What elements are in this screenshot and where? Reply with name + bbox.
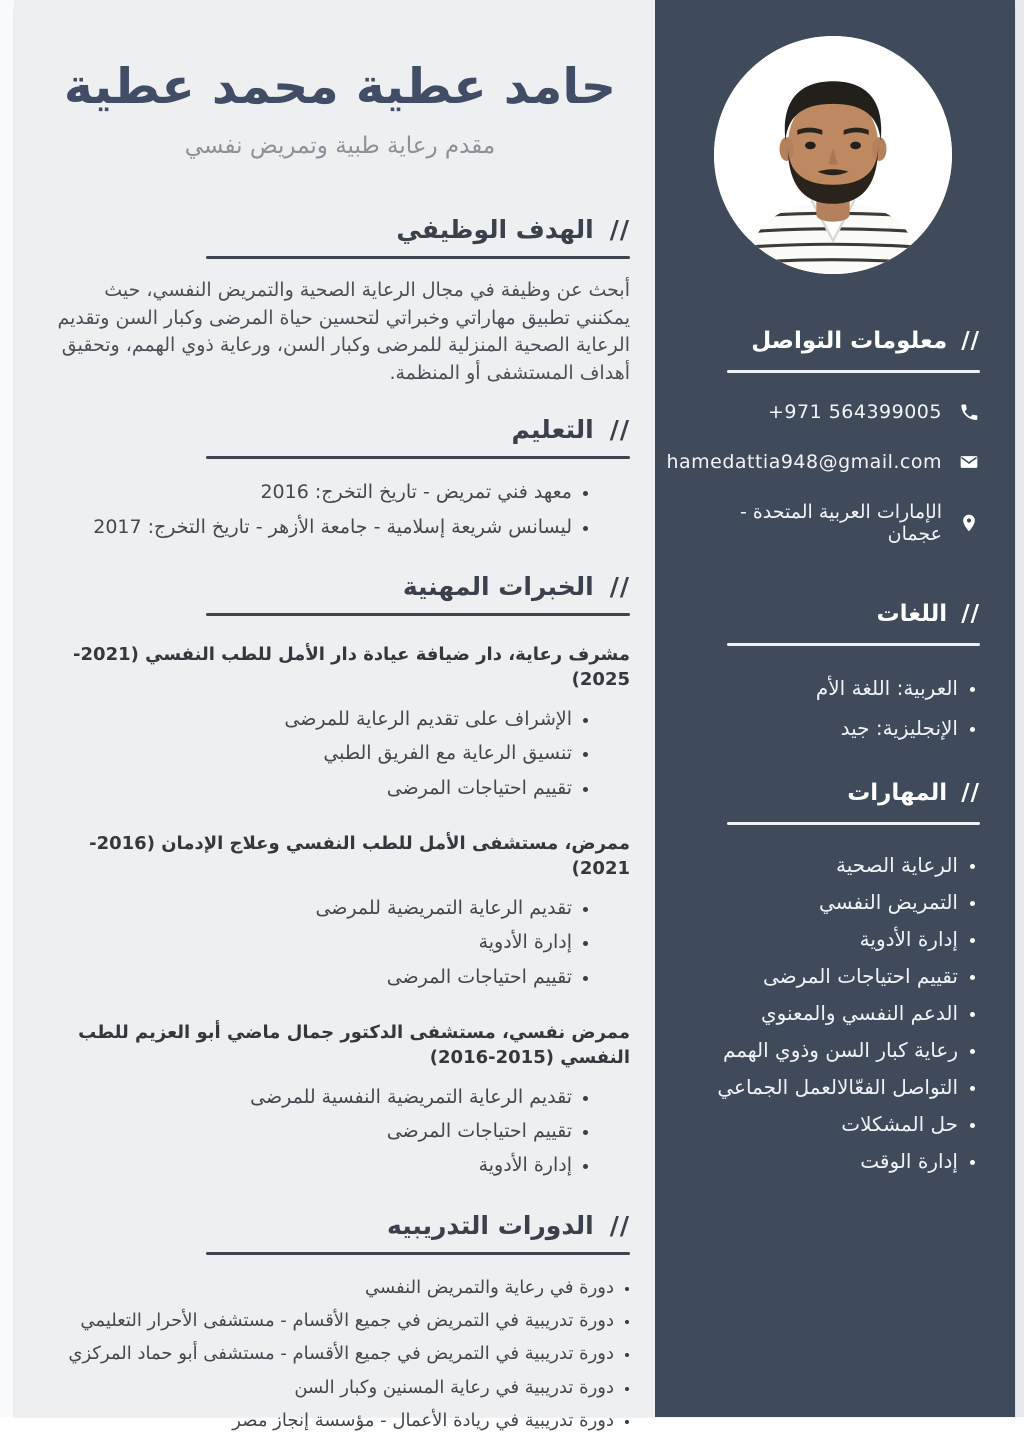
list-item: • تقييم احتياجات المرضى <box>50 1114 572 1148</box>
location-icon <box>958 512 980 534</box>
training-section <box>50 1211 630 1437</box>
candidate-name: حامد عطية محمد عطية <box>63 58 617 115</box>
languages-section <box>685 601 980 748</box>
experience-heading-label: الخبرات المهنية <box>402 571 594 601</box>
list-item: • إدارة الأدوية <box>50 925 572 959</box>
training-list <box>50 1271 630 1437</box>
job-title: مشرف رعاية، دار ضيافة عيادة دار الأمل للطب النفسي (2021-2025) <box>73 643 630 690</box>
list-item: • إدارة الوقت <box>685 1143 958 1180</box>
list-item: • تقييم احتياجات المرضى <box>50 771 572 805</box>
phone-icon <box>958 401 980 423</box>
skills-section <box>685 780 980 1180</box>
languages-heading-label: اللغات <box>876 601 948 627</box>
section-marker: // <box>609 571 630 601</box>
job-duties-list <box>50 891 630 994</box>
contact-section <box>666 328 980 545</box>
profile-photo-illustration <box>714 36 952 274</box>
job-entry <box>50 1020 630 1183</box>
education-heading-label: التعليم <box>511 415 594 445</box>
contact-heading-label: معلومات التواصل <box>751 328 948 354</box>
section-marker: // <box>609 215 630 245</box>
list-item: • إدارة الأدوية <box>685 921 958 958</box>
experience-heading <box>50 572 630 601</box>
education-list <box>50 475 630 543</box>
languages-heading <box>685 601 980 627</box>
skills-heading-rule <box>727 822 980 825</box>
section-marker: // <box>961 328 980 354</box>
list-item: • دورة تدريبية في التمريض في جميع الأقسام - مستشفى الأحرار التعليمي <box>50 1304 614 1337</box>
list-item: • الرعاية الصحية <box>685 847 958 884</box>
list-item: • رعاية كبار السن وذوي الهمم <box>685 1032 958 1069</box>
section-marker: // <box>609 1210 630 1240</box>
list-item: • حل المشكلات <box>685 1106 958 1143</box>
list-item: • دورة تدريبية في التمريض في جميع الأقسام - مستشفى أبو حماد المركزي <box>50 1337 614 1370</box>
contact-heading <box>685 328 980 354</box>
list-item: • الدعم النفسي والمعنوي <box>685 995 958 1032</box>
languages-heading-rule <box>727 643 980 646</box>
languages-list <box>685 668 980 748</box>
phone-value: +971 564399005 <box>767 401 942 423</box>
job-title: ممرض، مستشفى الأمل للطب النفسي وعلاج الإدمان (2016-2021) <box>89 832 630 879</box>
training-heading-label: الدورات التدريبيه <box>387 1210 594 1240</box>
job-duties-list <box>50 702 630 805</box>
job-duties-list <box>50 1080 630 1183</box>
experience-section <box>50 572 630 1183</box>
objective-heading-label: الهدف الوظيفي <box>396 215 594 245</box>
objective-section <box>50 215 630 387</box>
section-marker: // <box>609 415 630 445</box>
experience-heading-rule <box>206 613 630 616</box>
email-value: hamedattia948@gmail.com <box>666 451 942 473</box>
education-section <box>50 415 630 543</box>
list-item: • دورة تدريبية في رعاية المسنين وكبار السن <box>50 1371 614 1404</box>
list-item: • تنسيق الرعاية مع الفريق الطبي <box>50 736 572 770</box>
list-item: • دورة تدريبية في ريادة الأعمال - مؤسسة إنجاز مصر <box>50 1404 614 1437</box>
job-entry <box>50 642 630 805</box>
objective-heading-rule <box>206 256 630 259</box>
list-item: • تقييم احتياجات المرضى <box>50 960 572 994</box>
skills-heading-label: المهارات <box>847 780 948 806</box>
objective-heading <box>50 215 630 244</box>
skills-heading <box>685 780 980 806</box>
list-item: • تقديم الرعاية التمريضية للمرضى <box>50 891 572 925</box>
contact-heading-rule <box>727 370 980 373</box>
education-heading-rule <box>206 456 630 459</box>
skills-list <box>685 847 980 1180</box>
list-item: • إدارة الأدوية <box>50 1148 572 1182</box>
training-heading <box>50 1211 630 1240</box>
list-item: • التواصل الفعّالالعمل الجماعي <box>685 1069 958 1106</box>
list-item: • تقديم الرعاية التمريضية النفسية للمرضى <box>50 1080 572 1114</box>
training-heading-rule <box>206 1252 630 1255</box>
list-item: • الإنجليزية: جيد <box>685 708 958 748</box>
contact-row-location <box>685 501 980 545</box>
job-entry <box>50 831 630 994</box>
section-marker: // <box>961 780 980 806</box>
contact-row-phone <box>685 401 980 423</box>
list-item: • الإشراف على تقديم الرعاية للمرضى <box>50 702 572 736</box>
list-item: • العربية: اللغة الأم <box>685 668 958 708</box>
list-item: • دورة في رعاية والتمريض النفسي <box>50 1271 614 1304</box>
profile-photo <box>714 36 952 274</box>
list-item: • التمريض النفسي <box>685 884 958 921</box>
resume-sheet <box>14 0 1015 1431</box>
section-marker: // <box>961 601 980 627</box>
page-right-edge <box>1015 0 1024 1417</box>
job-title: ممرض نفسي، مستشفى الدكتور جمال ماضي أبو العزيم للطب النفسي (2015-2016) <box>78 1021 630 1068</box>
location-value: الإمارات العربية المتحدة - عجمان <box>739 501 942 545</box>
education-heading <box>50 415 630 444</box>
list-item: • تقييم احتياجات المرضى <box>685 958 958 995</box>
sidebar <box>655 0 1015 1417</box>
list-item: • ليسانس شريعة إسلامية - جامعة الأزهر - تاريخ التخرج: 2017 <box>50 510 572 544</box>
main-column <box>14 0 655 1431</box>
objective-text: أبحث عن وظيفة في مجال الرعاية الصحية والتمريض النفسي، حيث يمكنني تطبيق مهاراتي وخبراتي لتحسين حياة المرضى وكبار السن وتقديم الرعاية الصحية المنزلية للمرضى وكبار السن، ورعاية ذوي الهمم، وتحقيق أهداف المستشفى أو المنظمة. <box>57 279 630 384</box>
candidate-title: مقدم رعاية طبية وتمريض نفسي <box>184 133 496 160</box>
contact-row-email <box>666 451 980 473</box>
email-icon <box>958 451 980 473</box>
list-item: • معهد فني تمريض - تاريخ التخرج: 2016 <box>50 475 572 509</box>
